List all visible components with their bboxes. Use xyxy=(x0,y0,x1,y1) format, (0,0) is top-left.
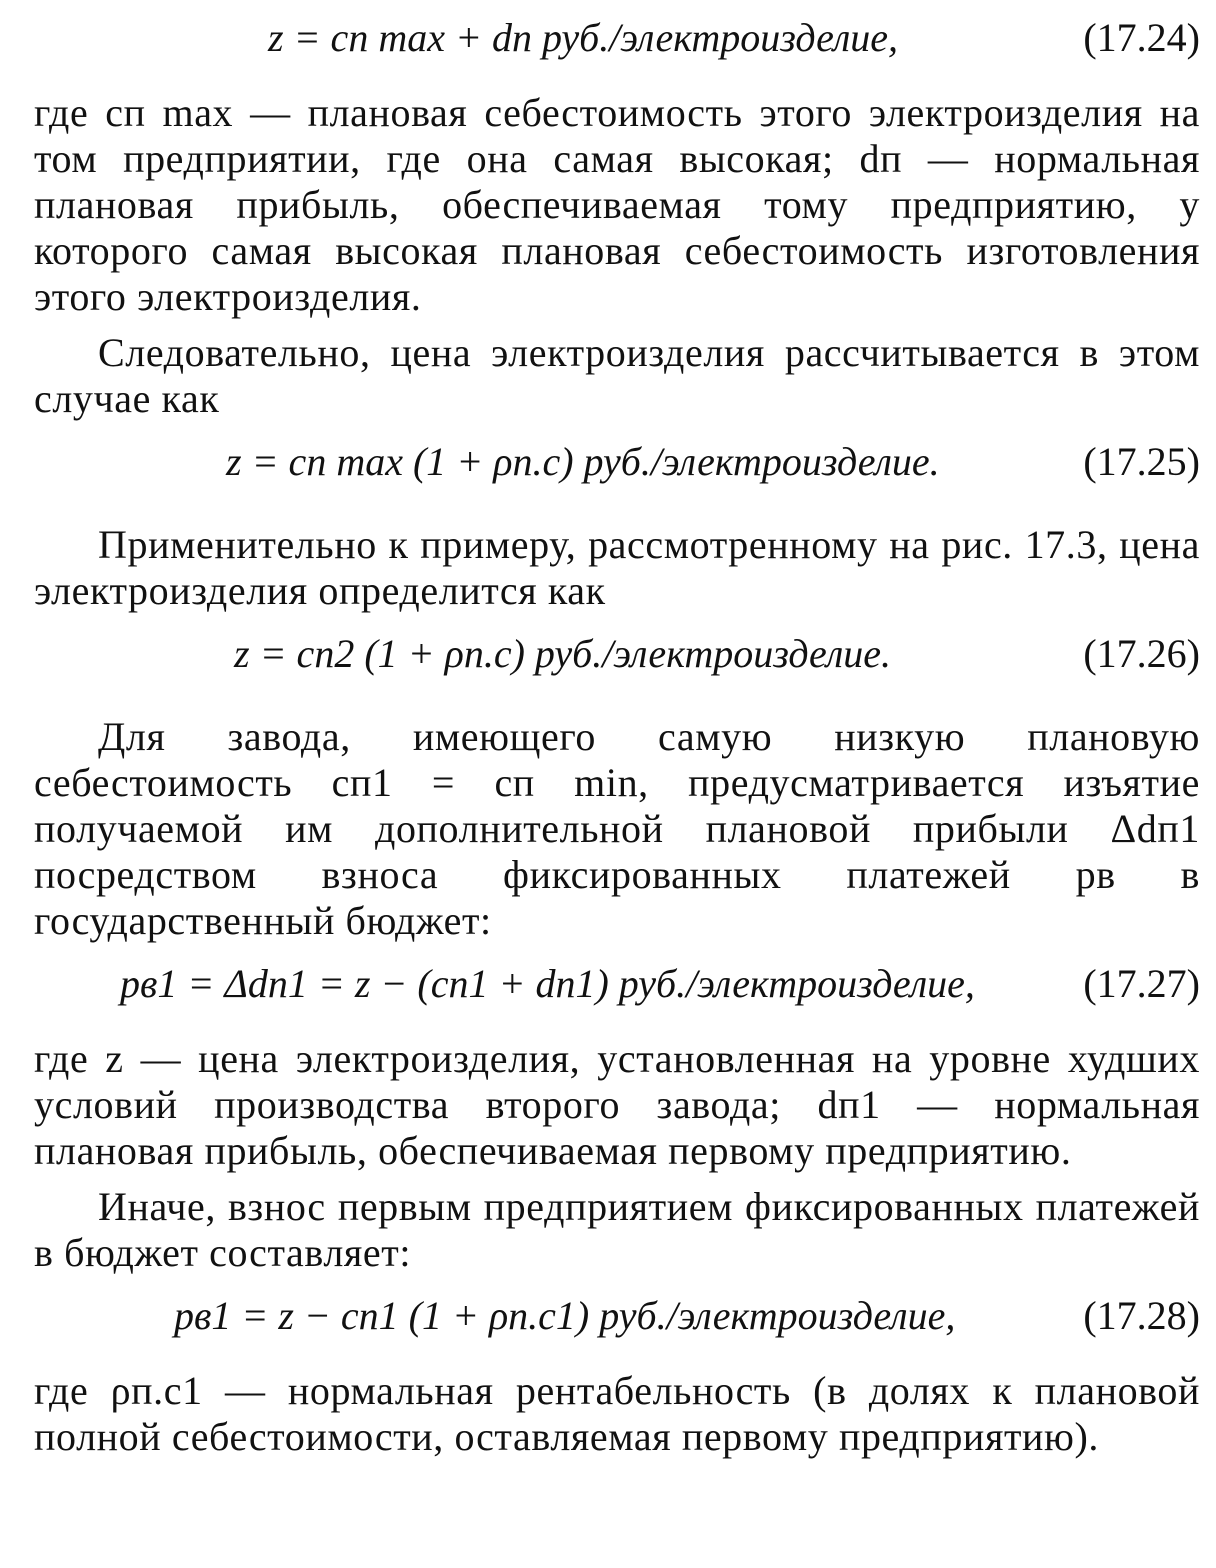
paragraph-otherwise: Иначе, взнос первым предприятием фиксированных платежей в бюджет составляет: xyxy=(34,1184,1200,1275)
document-page xyxy=(34,8,1200,1460)
paragraph-definition-rho: где ρп.с1 — нормальная рентабельность (в долях к плановой полной себестоимости, оставляемая первому предприятию). xyxy=(34,1368,1200,1459)
formula-17-27 xyxy=(34,954,1200,1014)
equation-number: (17.27) xyxy=(1083,961,1200,1006)
equation-number: (17.26) xyxy=(1083,631,1200,676)
paragraph-definition-cmax: где cп max — плановая себестоимость этого электроизделия на том предприятии, где она самая высокая; dп — нормальная плановая прибыль, обеспечиваемая тому предприятию, у которого самая высокая плановая себестоимость изготовления этого электроизделия. xyxy=(34,90,1200,319)
formula-expression: z = cп max (1 + ρп.с) руб./электроизделие. xyxy=(226,439,940,484)
formula-expression: z = cп max + dп руб./электроизделие, xyxy=(268,15,899,60)
formula-expression: z = cп2 (1 + ρп.с) руб./электроизделие. xyxy=(234,631,892,676)
formula-expression: pв1 = z − cп1 (1 + ρп.с1) руб./электроизделие, xyxy=(174,1293,956,1338)
equation-number: (17.25) xyxy=(1083,439,1200,484)
equation-number: (17.24) xyxy=(1083,15,1200,60)
formula-17-25 xyxy=(34,432,1200,492)
formula-17-26 xyxy=(34,624,1200,684)
paragraph-lowest-cost-plant: Для завода, имеющего самую низкую плановую себестоимость cп1 = cп min, предусматривается изъятие получаемой им дополнительной плановой прибыли Δdп1 посредством взноса фиксированных платежей pв в государственный бюджет: xyxy=(34,714,1200,943)
paragraph-consequently: Следовательно, цена электроизделия рассчитывается в этом случае как xyxy=(34,330,1200,421)
formula-expression: pв1 = Δdп1 = z − (cп1 + dп1) руб./электроизделие, xyxy=(120,961,975,1006)
formula-17-24 xyxy=(34,8,1200,68)
equation-number: (17.28) xyxy=(1083,1293,1200,1338)
paragraph-definition-z: где z — цена электроизделия, установленная на уровне худших условий производства второго завода; dп1 — нормальная плановая прибыль, обеспечиваемая первому предприятию. xyxy=(34,1036,1200,1173)
paragraph-example: Применительно к примеру, рассмотренному на рис. 17.3, цена электроизделия определится как xyxy=(34,522,1200,613)
formula-17-28 xyxy=(34,1286,1200,1346)
